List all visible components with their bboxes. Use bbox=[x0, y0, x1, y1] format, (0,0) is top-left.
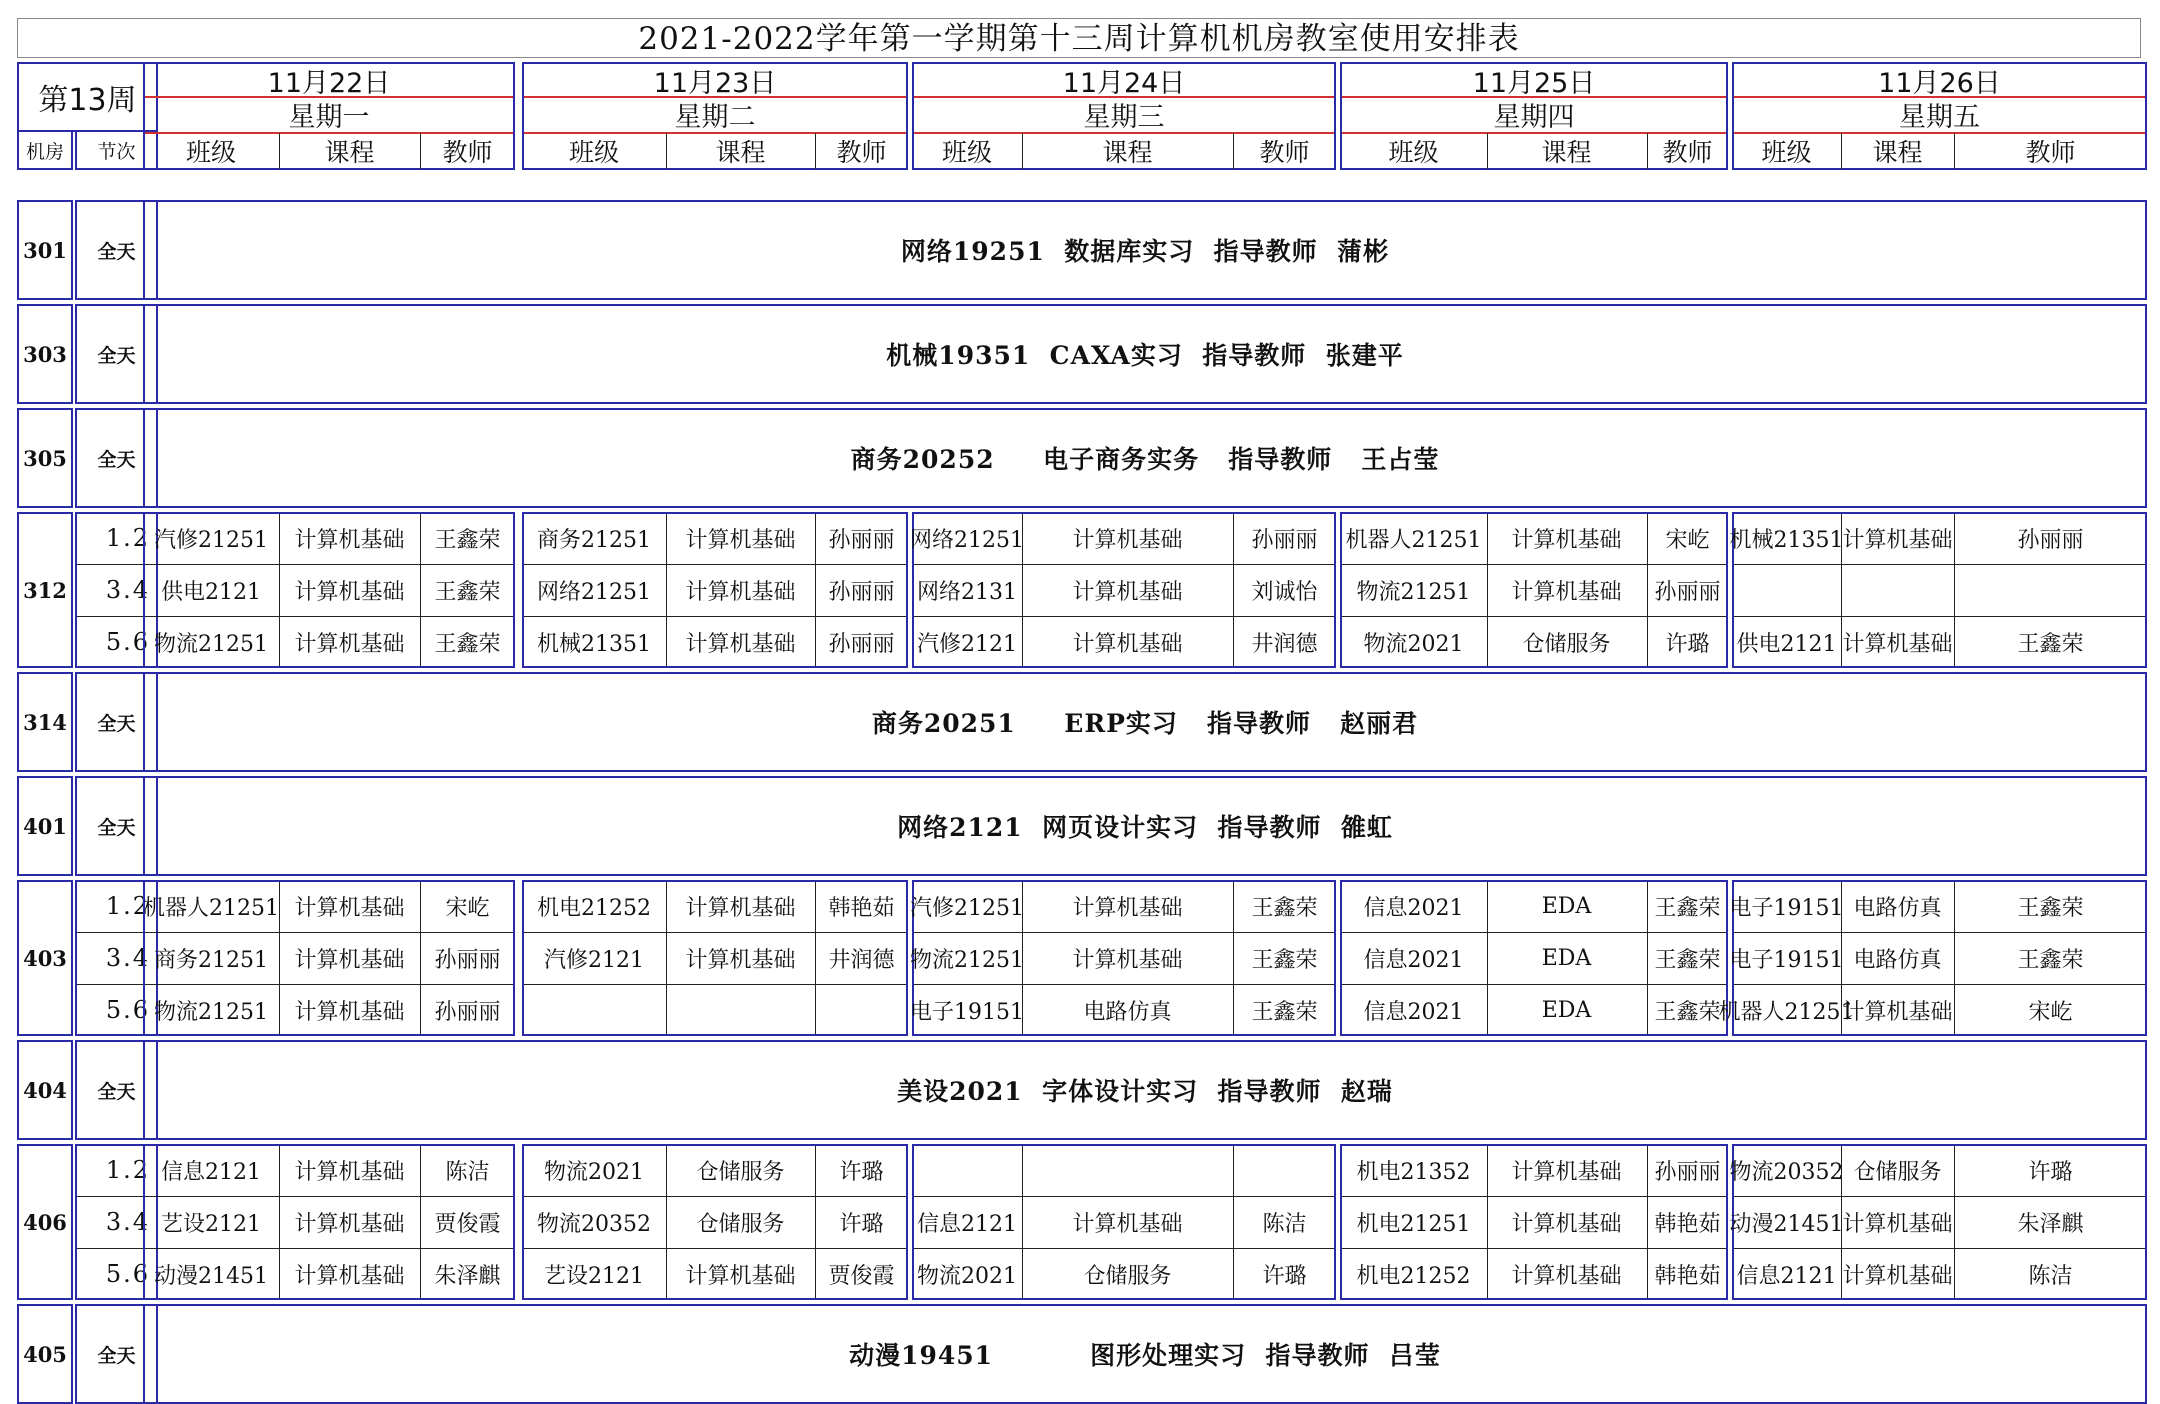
teacher-cell bbox=[1233, 1144, 1336, 1196]
course-cell: 计算机基础 bbox=[294, 1263, 405, 1289]
class-cell: 信息2021 bbox=[1363, 999, 1464, 1025]
period-label: 5.6 bbox=[105, 628, 150, 656]
teacher-cell: 孙丽丽 bbox=[2017, 527, 2084, 553]
period-allday: 全天 bbox=[75, 304, 158, 404]
grid-line bbox=[420, 882, 421, 1034]
class-cell: 信息2021 bbox=[1363, 947, 1464, 973]
column-header: 课程 bbox=[1102, 138, 1153, 167]
course-cell: 计算机基础 bbox=[1842, 527, 1953, 553]
day-weekday: 星期三 bbox=[1083, 101, 1165, 133]
class-cell: 电子19151 bbox=[1729, 947, 1844, 973]
teacher-cell: 宋屹 bbox=[1665, 527, 1710, 553]
allday-practice: 美设2021 字体设计实习 指导教师 赵瑞 bbox=[143, 1040, 2147, 1140]
column-header: 课程 bbox=[324, 138, 375, 167]
header-period: 节次 bbox=[75, 130, 158, 170]
column-header: 班级 bbox=[568, 138, 619, 167]
grid-line bbox=[1954, 882, 1955, 1034]
teacher-cell: 韩艳茹 bbox=[1654, 1211, 1721, 1237]
column-header: 教师 bbox=[442, 138, 493, 167]
period-allday: 全天 bbox=[75, 672, 158, 772]
teacher-cell: 王鑫荣 bbox=[1251, 999, 1318, 1025]
course-cell: 计算机基础 bbox=[1072, 527, 1183, 553]
class-cell: 电子19151 bbox=[1729, 895, 1844, 921]
room-number: 312 bbox=[17, 512, 73, 668]
room-number: 404 bbox=[17, 1040, 73, 1140]
grid-line bbox=[666, 882, 667, 1034]
week-label: 第13周 bbox=[17, 62, 158, 132]
day-weekday: 星期四 bbox=[1493, 101, 1575, 133]
column-header: 班级 bbox=[941, 138, 992, 167]
teacher-cell: 王鑫荣 bbox=[1654, 999, 1721, 1025]
course-cell: 计算机基础 bbox=[1511, 1159, 1622, 1185]
teacher-cell: 王鑫荣 bbox=[1251, 895, 1318, 921]
teacher-cell: 孙丽丽 bbox=[1654, 579, 1721, 605]
class-cell: 信息2121 bbox=[161, 1159, 261, 1185]
teacher-cell: 贾俊霞 bbox=[828, 1263, 895, 1289]
class-cell: 物流20352 bbox=[1729, 1159, 1844, 1185]
class-cell: 供电2121 bbox=[161, 579, 261, 605]
course-cell: 计算机基础 bbox=[1511, 1211, 1622, 1237]
teacher-cell: 许璐 bbox=[1665, 631, 1710, 657]
allday-practice: 网络19251 数据库实习 指导教师 蒲彬 bbox=[143, 200, 2147, 300]
teacher-cell: 孙丽丽 bbox=[828, 579, 895, 605]
grid-line bbox=[1954, 133, 1955, 169]
course-cell: 计算机基础 bbox=[1072, 579, 1183, 605]
teacher-cell: 井润德 bbox=[1251, 631, 1318, 657]
grid-line bbox=[1954, 1146, 1955, 1298]
day-date: 11月22日 bbox=[267, 67, 391, 99]
course-cell: 计算机基础 bbox=[294, 527, 405, 553]
class-cell: 汽修21251 bbox=[154, 527, 268, 553]
teacher-cell: 孙丽丽 bbox=[1251, 527, 1318, 553]
course-cell: 计算机基础 bbox=[294, 579, 405, 605]
class-cell: 物流21251 bbox=[154, 999, 268, 1025]
class-cell: 网络2131 bbox=[917, 579, 1017, 605]
grid-line bbox=[420, 1146, 421, 1298]
course-cell bbox=[666, 984, 815, 1036]
day-weekday: 星期一 bbox=[288, 101, 370, 133]
course-cell: 计算机基础 bbox=[1842, 1211, 1953, 1237]
period-label: 5.6 bbox=[105, 1260, 150, 1288]
grid-line bbox=[815, 882, 816, 1034]
header-room: 机房 bbox=[17, 130, 73, 170]
grid-line bbox=[1487, 133, 1488, 169]
teacher-cell: 王鑫荣 bbox=[2017, 631, 2084, 657]
period-label: 3.4 bbox=[105, 576, 150, 604]
teacher-cell: 刘诚怡 bbox=[1251, 579, 1318, 605]
class-cell: 商务21251 bbox=[154, 947, 268, 973]
course-cell: EDA bbox=[1541, 997, 1592, 1023]
day-weekday: 星期五 bbox=[1899, 101, 1980, 133]
teacher-cell: 许璐 bbox=[839, 1211, 884, 1237]
course-cell: 仓储服务 bbox=[696, 1211, 785, 1237]
grid-line bbox=[1022, 514, 1023, 666]
course-cell: 计算机基础 bbox=[685, 527, 796, 553]
period-label: 1.2 bbox=[105, 1156, 150, 1184]
course-cell: 计算机基础 bbox=[1511, 527, 1622, 553]
class-cell: 物流2021 bbox=[544, 1159, 644, 1185]
class-cell: 信息2121 bbox=[917, 1211, 1017, 1237]
teacher-cell: 许璐 bbox=[1262, 1263, 1307, 1289]
course-cell: 仓储服务 bbox=[1083, 1263, 1172, 1289]
grid-line bbox=[1487, 1146, 1488, 1298]
teacher-cell: 王鑫荣 bbox=[434, 631, 501, 657]
column-header: 课程 bbox=[1872, 138, 1923, 167]
class-cell: 电子19151 bbox=[910, 999, 1024, 1025]
course-cell: 计算机基础 bbox=[1511, 1263, 1622, 1289]
teacher-cell: 孙丽丽 bbox=[434, 999, 501, 1025]
column-header: 教师 bbox=[2025, 138, 2076, 167]
teacher-cell: 韩艳茹 bbox=[1654, 1263, 1721, 1289]
teacher-cell: 许璐 bbox=[2028, 1159, 2073, 1185]
grid-line bbox=[1841, 882, 1842, 1034]
grid-line bbox=[1647, 882, 1648, 1034]
class-cell bbox=[522, 984, 666, 1036]
allday-practice: 网络2121 网页设计实习 指导教师 雒虹 bbox=[143, 776, 2147, 876]
teacher-cell: 孙丽丽 bbox=[828, 527, 895, 553]
class-cell: 动漫21451 bbox=[1729, 1211, 1844, 1237]
teacher-cell: 许璐 bbox=[839, 1159, 884, 1185]
class-cell: 机械21351 bbox=[1729, 527, 1844, 553]
class-cell: 动漫21451 bbox=[154, 1263, 268, 1289]
course-cell: 计算机基础 bbox=[1072, 1211, 1183, 1237]
teacher-cell: 王鑫荣 bbox=[1654, 895, 1721, 921]
grid-line bbox=[1647, 514, 1648, 666]
teacher-cell: 王鑫荣 bbox=[1251, 947, 1318, 973]
course-cell: 计算机基础 bbox=[294, 1211, 405, 1237]
day-weekday: 星期二 bbox=[674, 101, 756, 133]
grid-line bbox=[815, 1146, 816, 1298]
course-cell: 仓储服务 bbox=[696, 1159, 785, 1185]
grid-line bbox=[1233, 514, 1234, 666]
column-header: 班级 bbox=[185, 138, 236, 167]
teacher-cell bbox=[1954, 564, 2147, 616]
class-cell: 商务21251 bbox=[537, 527, 651, 553]
course-cell: 计算机基础 bbox=[685, 631, 796, 657]
class-cell: 机电21252 bbox=[1356, 1263, 1471, 1289]
course-cell: 计算机基础 bbox=[1072, 895, 1183, 921]
grid-line bbox=[1233, 1146, 1234, 1298]
day-date: 11月24日 bbox=[1062, 67, 1186, 99]
column-header: 教师 bbox=[836, 138, 887, 167]
grid-line bbox=[279, 133, 280, 169]
course-cell: 计算机基础 bbox=[294, 895, 405, 921]
class-cell bbox=[912, 1144, 1022, 1196]
class-cell: 物流21251 bbox=[910, 947, 1024, 973]
column-header: 班级 bbox=[1388, 138, 1439, 167]
grid-line bbox=[815, 514, 816, 666]
grid-line bbox=[1022, 882, 1023, 1034]
course-cell: 仓储服务 bbox=[1853, 1159, 1942, 1185]
grid-line bbox=[1487, 882, 1488, 1034]
grid-line bbox=[1487, 514, 1488, 666]
teacher-cell: 王鑫荣 bbox=[2017, 947, 2084, 973]
class-cell: 网络21251 bbox=[537, 579, 651, 605]
class-cell: 信息2121 bbox=[1736, 1263, 1837, 1289]
course-cell: 仓储服务 bbox=[1522, 631, 1611, 657]
class-cell: 艺设2121 bbox=[544, 1263, 644, 1289]
grid-line bbox=[279, 1146, 280, 1298]
period-allday: 全天 bbox=[75, 408, 158, 508]
room-number: 403 bbox=[17, 880, 73, 1036]
class-cell: 物流21251 bbox=[1356, 579, 1471, 605]
grid-line bbox=[1647, 133, 1648, 169]
class-cell: 汽修2121 bbox=[917, 631, 1017, 657]
class-cell: 机电21251 bbox=[1356, 1211, 1471, 1237]
teacher-cell: 陈洁 bbox=[445, 1159, 490, 1185]
column-header: 教师 bbox=[1259, 138, 1310, 167]
course-cell: 计算机基础 bbox=[685, 895, 796, 921]
page-title: 2021-2022学年第一学期第十三周计算机机房教室使用安排表 bbox=[17, 18, 2141, 58]
course-cell: 计算机基础 bbox=[294, 631, 405, 657]
class-cell: 机电21352 bbox=[1356, 1159, 1471, 1185]
teacher-cell: 孙丽丽 bbox=[828, 631, 895, 657]
teacher-cell: 朱泽麒 bbox=[434, 1263, 501, 1289]
period-allday: 全天 bbox=[75, 776, 158, 876]
room-number: 305 bbox=[17, 408, 73, 508]
class-cell: 艺设2121 bbox=[161, 1211, 261, 1237]
class-cell: 信息2021 bbox=[1363, 895, 1464, 921]
class-cell: 物流2021 bbox=[917, 1263, 1017, 1289]
teacher-cell: 孙丽丽 bbox=[1654, 1159, 1721, 1185]
period-label: 3.4 bbox=[105, 1208, 150, 1236]
period-label: 1.2 bbox=[105, 892, 150, 920]
course-cell: 计算机基础 bbox=[685, 579, 796, 605]
teacher-cell: 陈洁 bbox=[1262, 1211, 1307, 1237]
grid-line bbox=[279, 882, 280, 1034]
course-cell: 计算机基础 bbox=[294, 1159, 405, 1185]
course-cell: 电路仿真 bbox=[1083, 999, 1172, 1025]
teacher-cell: 朱泽麒 bbox=[2017, 1211, 2084, 1237]
room-number: 406 bbox=[17, 1144, 73, 1300]
course-cell bbox=[1841, 564, 1954, 616]
class-cell: 机器人21251 bbox=[1718, 999, 1855, 1025]
teacher-cell: 王鑫荣 bbox=[1654, 947, 1721, 973]
grid-line bbox=[1647, 1146, 1648, 1298]
grid-line bbox=[1841, 514, 1842, 666]
allday-practice: 机械19351 CAXA实习 指导教师 张建平 bbox=[143, 304, 2147, 404]
day-date: 11月23日 bbox=[653, 67, 777, 99]
period-allday: 全天 bbox=[75, 200, 158, 300]
course-cell: EDA bbox=[1541, 893, 1592, 919]
teacher-cell: 王鑫荣 bbox=[434, 579, 501, 605]
grid-line bbox=[666, 514, 667, 666]
room-number: 301 bbox=[17, 200, 73, 300]
class-cell: 机械21351 bbox=[537, 631, 651, 657]
room-number: 303 bbox=[17, 304, 73, 404]
room-number: 314 bbox=[17, 672, 73, 772]
course-cell bbox=[1022, 1144, 1233, 1196]
course-cell: 计算机基础 bbox=[294, 999, 405, 1025]
period-label: 3.4 bbox=[105, 944, 150, 972]
column-header: 课程 bbox=[715, 138, 766, 167]
class-cell: 物流2021 bbox=[1363, 631, 1464, 657]
course-cell: 计算机基础 bbox=[1842, 631, 1953, 657]
course-cell: 计算机基础 bbox=[294, 947, 405, 973]
teacher-cell: 陈洁 bbox=[2028, 1263, 2073, 1289]
class-cell: 供电2121 bbox=[1736, 631, 1837, 657]
period-label: 1.2 bbox=[105, 524, 150, 552]
allday-practice: 商务20252 电子商务实务 指导教师 王占莹 bbox=[143, 408, 2147, 508]
teacher-cell: 井润德 bbox=[828, 947, 895, 973]
period-label: 5.6 bbox=[105, 996, 150, 1024]
course-cell: 计算机基础 bbox=[1511, 579, 1622, 605]
course-cell: 电路仿真 bbox=[1853, 895, 1942, 921]
course-cell: 计算机基础 bbox=[1072, 947, 1183, 973]
class-cell: 汽修2121 bbox=[544, 947, 644, 973]
grid-line bbox=[1022, 133, 1023, 169]
grid-line bbox=[666, 133, 667, 169]
course-cell: 电路仿真 bbox=[1853, 947, 1942, 973]
period-allday: 全天 bbox=[75, 1040, 158, 1140]
column-header: 课程 bbox=[1541, 138, 1592, 167]
grid-line bbox=[420, 514, 421, 666]
class-cell bbox=[1732, 564, 1841, 616]
course-cell: 计算机基础 bbox=[1842, 999, 1953, 1025]
room-number: 405 bbox=[17, 1304, 73, 1404]
teacher-cell bbox=[815, 984, 908, 1036]
class-cell: 机器人21251 bbox=[143, 895, 279, 921]
class-cell: 物流20352 bbox=[537, 1211, 651, 1237]
column-header: 班级 bbox=[1761, 138, 1812, 167]
teacher-cell: 宋屹 bbox=[2028, 999, 2073, 1025]
grid-line bbox=[1841, 133, 1842, 169]
grid-line bbox=[1022, 1146, 1023, 1298]
class-cell: 物流21251 bbox=[154, 631, 268, 657]
teacher-cell: 王鑫荣 bbox=[434, 527, 501, 553]
class-cell: 机器人21251 bbox=[1345, 527, 1482, 553]
period-allday: 全天 bbox=[75, 1304, 158, 1404]
column-header: 教师 bbox=[1662, 138, 1713, 167]
class-cell: 网络21251 bbox=[910, 527, 1024, 553]
grid-line bbox=[1233, 133, 1234, 169]
grid-line bbox=[420, 133, 421, 169]
grid-line bbox=[815, 133, 816, 169]
allday-practice: 商务20251 ERP实习 指导教师 赵丽君 bbox=[143, 672, 2147, 772]
allday-practice: 动漫19451 图形处理实习 指导教师 吕莹 bbox=[143, 1304, 2147, 1404]
course-cell: 计算机基础 bbox=[1072, 631, 1183, 657]
class-cell: 机电21252 bbox=[537, 895, 651, 921]
course-cell: EDA bbox=[1541, 945, 1592, 971]
course-cell: 计算机基础 bbox=[685, 1263, 796, 1289]
teacher-cell: 宋屹 bbox=[445, 895, 490, 921]
teacher-cell: 孙丽丽 bbox=[434, 947, 501, 973]
day-date: 11月25日 bbox=[1472, 67, 1596, 99]
course-cell: 计算机基础 bbox=[685, 947, 796, 973]
teacher-cell: 韩艳茹 bbox=[828, 895, 895, 921]
day-date: 11月26日 bbox=[1878, 67, 2001, 99]
schedule-table bbox=[17, 60, 2147, 1372]
grid-line bbox=[1841, 1146, 1842, 1298]
room-number: 401 bbox=[17, 776, 73, 876]
course-cell: 计算机基础 bbox=[1842, 1263, 1953, 1289]
teacher-cell: 王鑫荣 bbox=[2017, 895, 2084, 921]
grid-line bbox=[279, 514, 280, 666]
grid-line bbox=[666, 1146, 667, 1298]
class-cell: 汽修21251 bbox=[910, 895, 1024, 921]
grid-line bbox=[1233, 882, 1234, 1034]
grid-line bbox=[1954, 514, 1955, 666]
teacher-cell: 贾俊霞 bbox=[434, 1211, 501, 1237]
